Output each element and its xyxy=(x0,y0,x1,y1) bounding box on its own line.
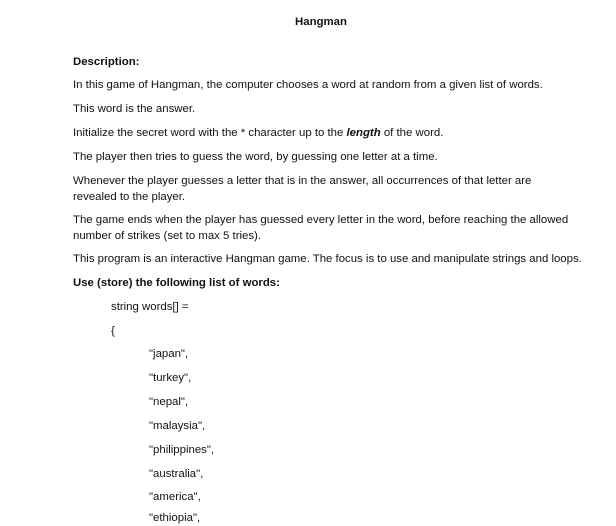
word-list-item: "australia", xyxy=(149,468,204,480)
paragraph-answer: This word is the answer. xyxy=(73,103,196,115)
word-list-item: "america", xyxy=(149,491,201,503)
word-list-item: "malaysia", xyxy=(149,420,206,432)
initialize-text-after: of the word. xyxy=(380,127,444,139)
word-list-item: "ethiopia", xyxy=(149,512,201,524)
length-emphasis: length xyxy=(346,127,381,139)
word-list-item: "nepal", xyxy=(149,396,189,408)
code-declaration: string words[] = xyxy=(111,301,189,313)
paragraph-guessing: The player then tries to guess the word, by guessing one letter at a time. xyxy=(73,151,438,163)
word-list-item: "philippines", xyxy=(149,444,215,456)
paragraph-reveal: Whenever the player guesses a letter that is in the answer, all occurrences of that letter are revealed to the player. xyxy=(73,175,532,203)
code-open-brace: { xyxy=(111,325,115,337)
initialize-text-before: Initialize the secret word with the * character up to the xyxy=(73,127,347,139)
paragraph-program-focus: This program is an interactive Hangman game. The focus is to use and manipulate strings and loops. xyxy=(73,253,582,265)
paragraph-game-end: The game ends when the player has guessed every letter in the word, before reaching the allowed number of strikes (set to max 5 tries). xyxy=(73,214,569,242)
word-list-item: "turkey", xyxy=(149,372,192,384)
words-heading: Use (store) the following list of words: xyxy=(73,277,280,289)
paragraph-intro: In this game of Hangman, the computer chooses a word at random from a given list of words. xyxy=(73,79,543,91)
description-heading: Description: xyxy=(73,56,140,68)
word-list-item: "japan", xyxy=(149,348,189,360)
paragraph-initialize xyxy=(73,125,443,141)
page-title: Hangman xyxy=(295,16,347,28)
